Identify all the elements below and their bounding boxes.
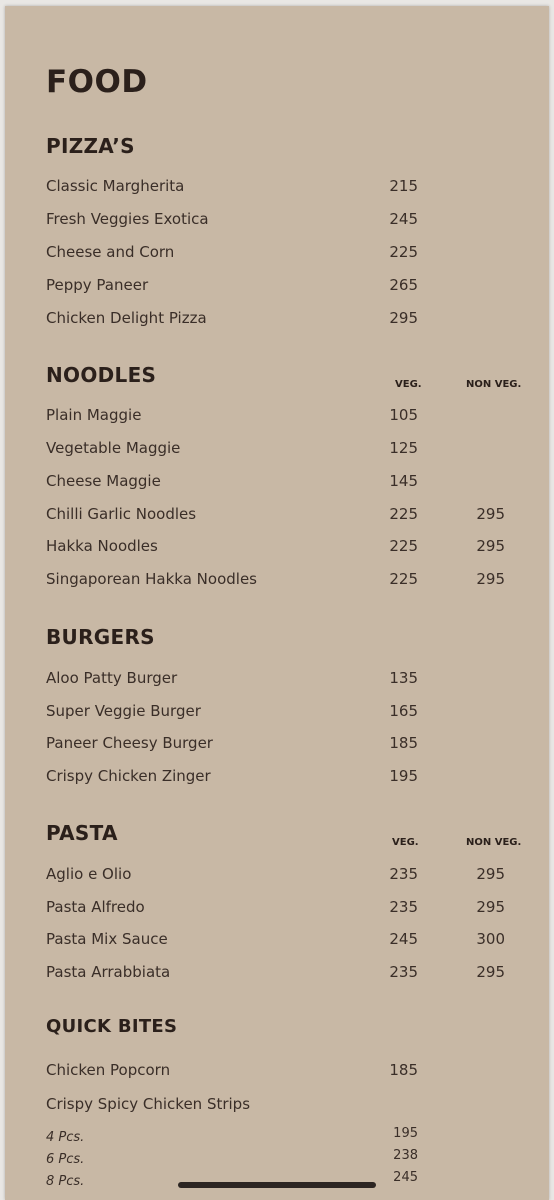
variant-price: 238 (393, 1148, 418, 1163)
menu-item-price-nonveg: 295 (476, 865, 505, 883)
menu-item-price: 215 (389, 177, 418, 195)
menu-item-price-veg: 105 (389, 406, 418, 424)
section-heading-quick-bites: QUICK BITES (46, 1016, 178, 1037)
menu-item-price: 165 (389, 702, 418, 720)
menu-item-name: Cheese Maggie (46, 472, 161, 490)
menu-item-name: Vegetable Maggie (46, 439, 181, 457)
variant-label: 8 Pcs. (46, 1174, 85, 1189)
menu-item-price-veg: 125 (389, 439, 418, 457)
section-heading-pasta: PASTA (46, 821, 118, 845)
variant-price: 195 (393, 1126, 418, 1141)
menu-item-name: Paneer Cheesy Burger (46, 734, 213, 752)
menu-item-name: Chicken Popcorn (46, 1061, 171, 1079)
menu-item-price-veg: 235 (389, 963, 418, 981)
variant-label: 6 Pcs. (46, 1152, 85, 1167)
column-header-veg: VEG. (392, 837, 419, 848)
menu-item-price-veg: 235 (389, 865, 418, 883)
variant-label: 4 Pcs. (46, 1130, 85, 1145)
menu-item-name: Classic Margherita (46, 177, 185, 195)
menu-item-name: Crispy Spicy Chicken Strips (46, 1095, 251, 1113)
section-heading-noodles: NOODLES (46, 363, 157, 387)
menu-page (5, 6, 549, 1200)
menu-item-price: 265 (389, 276, 418, 294)
menu-item-price: 185 (389, 1061, 418, 1079)
menu-item-price-veg: 225 (389, 537, 418, 555)
menu-item-price-nonveg: 295 (476, 570, 505, 588)
menu-item-price-nonveg: 295 (476, 537, 505, 555)
menu-item-name: Chilli Garlic Noodles (46, 505, 197, 523)
menu-item-name: Aloo Patty Burger (46, 669, 178, 687)
column-header-nonveg: NON VEG. (466, 837, 522, 848)
column-header-nonveg: NON VEG. (466, 379, 522, 390)
menu-item-price-nonveg: 295 (476, 505, 505, 523)
menu-item-price-veg: 225 (389, 505, 418, 523)
menu-item-price: 245 (389, 210, 418, 228)
menu-item-name: Hakka Noodles (46, 537, 158, 555)
menu-item-price-nonveg: 295 (476, 898, 505, 916)
column-header-veg: VEG. (395, 379, 422, 390)
menu-item-name: Fresh Veggies Exotica (46, 210, 209, 228)
menu-item-name: Pasta Mix Sauce (46, 930, 168, 948)
menu-item-name: Cheese and Corn (46, 243, 175, 261)
menu-item-price: 295 (389, 309, 418, 327)
menu-item-name: Super Veggie Burger (46, 702, 201, 720)
section-heading-pizzas: PIZZA’S (46, 134, 135, 158)
variant-price: 245 (393, 1170, 418, 1185)
menu-item-name: Plain Maggie (46, 406, 142, 424)
menu-item-price-nonveg: 295 (476, 963, 505, 981)
menu-item-price-veg: 245 (389, 930, 418, 948)
menu-item-price-veg: 225 (389, 570, 418, 588)
page-title: FOOD (46, 64, 148, 100)
menu-item-name: Pasta Alfredo (46, 898, 145, 916)
menu-item-name: Pasta Arrabbiata (46, 963, 171, 981)
menu-item-price: 225 (389, 243, 418, 261)
menu-item-name: Chicken Delight Pizza (46, 309, 207, 327)
section-heading-burgers: BURGERS (46, 625, 155, 649)
menu-item-price-veg: 235 (389, 898, 418, 916)
menu-item-price: 195 (389, 767, 418, 785)
menu-item-name: Aglio e Olio (46, 865, 132, 883)
home-indicator-bar[interactable] (178, 1182, 376, 1188)
menu-item-name: Peppy Paneer (46, 276, 149, 294)
menu-item-name: Singaporean Hakka Noodles (46, 570, 257, 588)
menu-item-price: 135 (389, 669, 418, 687)
menu-item-price-veg: 145 (389, 472, 418, 490)
menu-item-price: 185 (389, 734, 418, 752)
menu-item-name: Crispy Chicken Zinger (46, 767, 211, 785)
menu-item-price-nonveg: 300 (476, 930, 505, 948)
